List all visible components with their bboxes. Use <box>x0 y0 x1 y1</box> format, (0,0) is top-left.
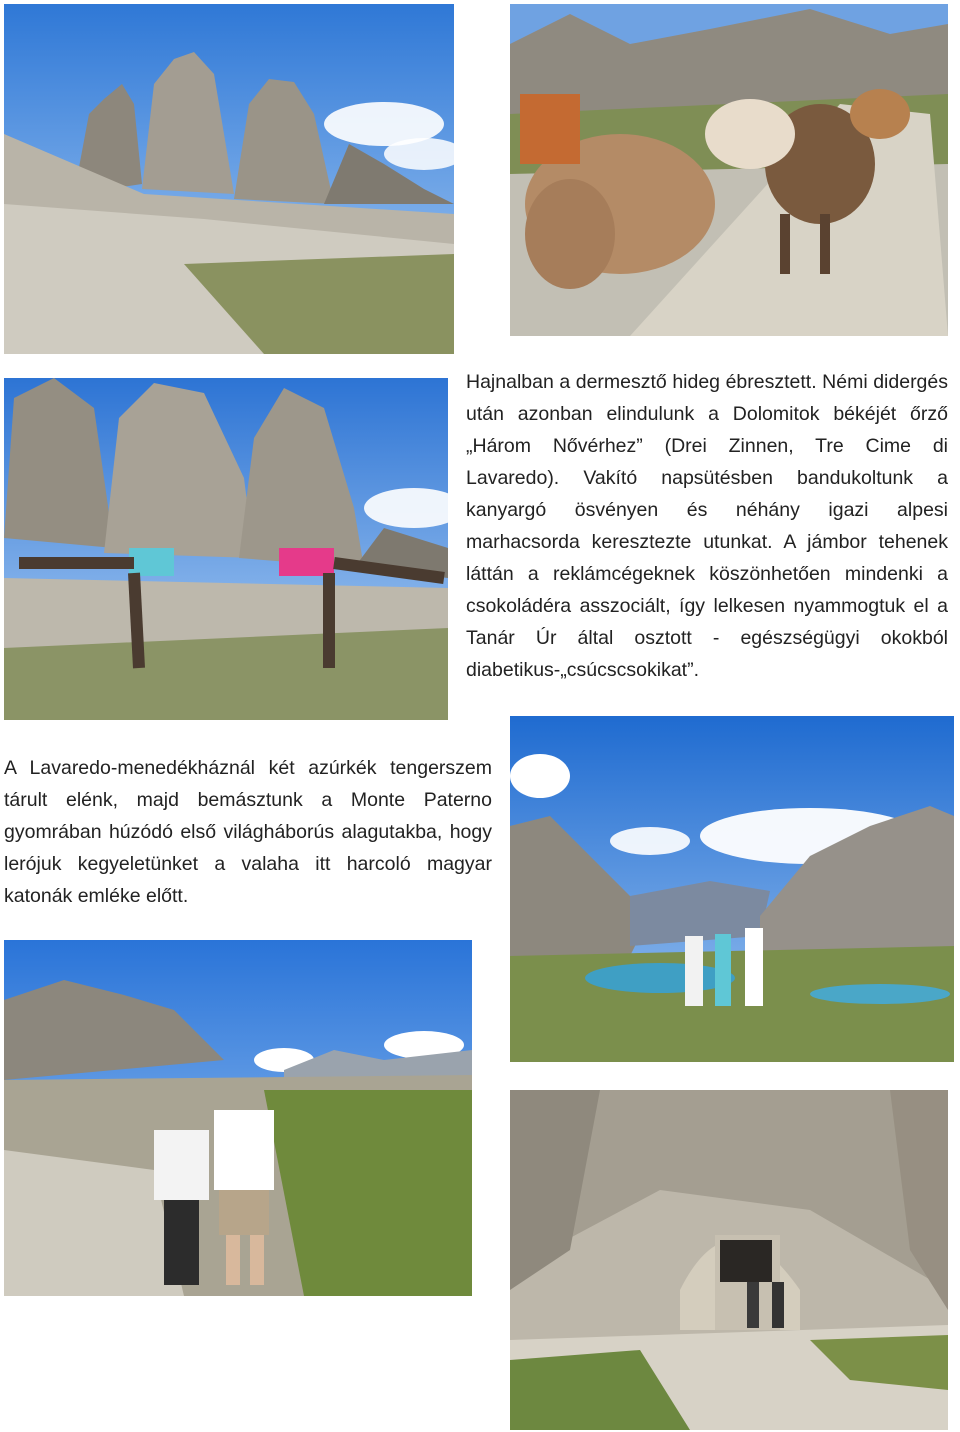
photo-tunnel-entrance <box>510 1090 948 1430</box>
paragraph-lavaredo-tunnels: A Lavaredo-menedékháznál két azúrkék tengerszem tárult elénk, majd bemásztunk a Monte Paterno gyomrában húzódó első világháborús alagutakba, hogy lerójuk kegyeletünket a valaha itt harcoló magyar katonák emléke előtt. <box>4 757 492 907</box>
photo-lake-group <box>510 716 954 1062</box>
paragraph-morning-hike: Hajnalban a dermesztő hideg ébresztett. Némi didergés után azonban elindulunk a Dolomitok békéjét őrző „Három Nővérhez” (Drei Zinnen, Tre Cime di Lavaredo). Vakító napsütésben bandukoltunk a kanyargó ösvényen és néhány igazi alpesi marhacsorda keresztezte utunkat. A jámbor tehenek láttán a reklámcégeknek köszönhetően mindenki a csokoládéra asszociált, így lelkesen nyammogtuk el a Tanár Úr által osztott - egészségügyi okokból diabetikus-„csúcscsokikat”. <box>466 371 948 681</box>
photo-two-hikers <box>4 940 472 1296</box>
photo-three-peaks <box>4 4 454 354</box>
photo-cow-herd <box>510 4 948 336</box>
photo-yoga-pose <box>4 378 448 720</box>
